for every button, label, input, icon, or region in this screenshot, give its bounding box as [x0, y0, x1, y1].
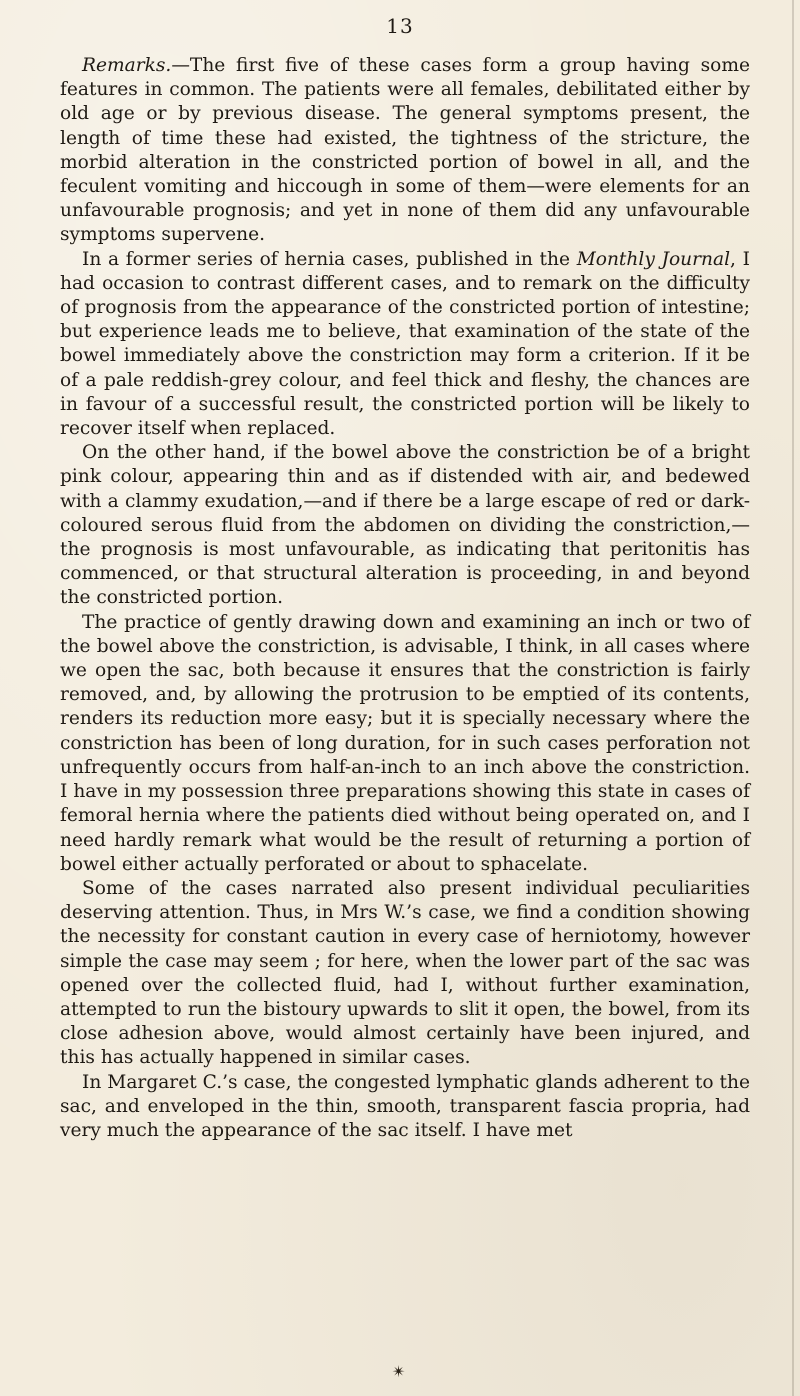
paragraph-former-series [60, 248, 750, 442]
page-edge-shadow [792, 0, 794, 1396]
other-hand-text: On the other hand, if the bowel above the constriction be of a bright pink colour, appearing thin and as if distended with air, and bedewed with a clammy exudation,—and if there be a large escape of red or dark-coloured serous fluid from the abdomen on dividing the constriction,—the prognosis is most unfavourable, as indicating that peritonitis has commenced, or that structural alteration is proceeding, in and beyond the constricted portion. [60, 442, 750, 609]
former-series-text-start: In a former series of hernia cases, published in the [82, 248, 577, 270]
remarks-lead: Remarks. [82, 55, 172, 76]
peculiarities-text: Some of the cases narrated also present individual peculiarities deserving attention. Thus, in Mrs W.’s case, we find a condition showing the necessity for constant caution in every case of herniotomy, however simple the case may seem ; for here, when the lower part of the sac was opened over the collected fluid, had I, without further examination, attempted to run the bistoury upwards to slit it open, the bowel, from its close adhesion above, would almost certainly have been injured, and this has actually happened in similar cases. [60, 877, 750, 1069]
practice-text: The practice of gently drawing down and examining an inch or two of the bowel above the constriction, is advisable, I think, in all cases where we open the sac, both because it ensures that the constriction is fairly removed, and, by allowing the protrusion to be emptied of its contents, renders its reduction more easy; but it is specially necessary where the constriction has been of long duration, for in such cases perforation not unfrequently occurs from half-an-inch to an inch above the constriction. I have in my possession three preparations showing this state in cases of femoral hernia where the patients died without being operated on, and I need hardly remark what would be the result of returning a portion of bowel either actually perforated or about to sphacelate. [60, 611, 750, 875]
paragraph-peculiarities [60, 877, 750, 1071]
body-text [60, 54, 750, 1143]
former-series-text-end: , I had occasion to contrast different cases, and to remark on the difficulty of prognosis from the appearance of the constricted portion of intestine; but experience leads me to believe, that examination of the state of the bowel immediately above the constriction may form a criterion. If it be of a pale reddish-grey colour, and feel thick and fleshy, the chances are in favour of a successful result, the constricted portion will be likely to recover itself when replaced. [60, 248, 750, 440]
page-number: 13 [386, 14, 414, 38]
paragraph-other-hand [60, 441, 750, 610]
paragraph-practice [60, 611, 750, 877]
remarks-text: —The first five of these cases form a group having some features in common. The patients were all females, debilitated either by old age or by previous disease. The general symptoms present, the length of time these had existed, the tightness of the stricture, the morbid alteration in the constricted portion of bowel in all, and the feculent vomiting and hiccough in some of them—were elements for an unfavourable prognosis; and yet in none of them did any unfavourable symptoms supervene. [60, 55, 750, 246]
signature-mark: ✴ [392, 1362, 406, 1381]
paragraph-remarks [60, 54, 750, 248]
paragraph-margaret [60, 1071, 750, 1144]
journal-title: Monthly Journal [576, 248, 731, 270]
margaret-text: In Margaret C.’s case, the congested lymphatic glands adherent to the sac, and enveloped in the thin, smooth, transparent fascia propria, had very much the appearance of the sac itself. I have met [60, 1071, 750, 1141]
